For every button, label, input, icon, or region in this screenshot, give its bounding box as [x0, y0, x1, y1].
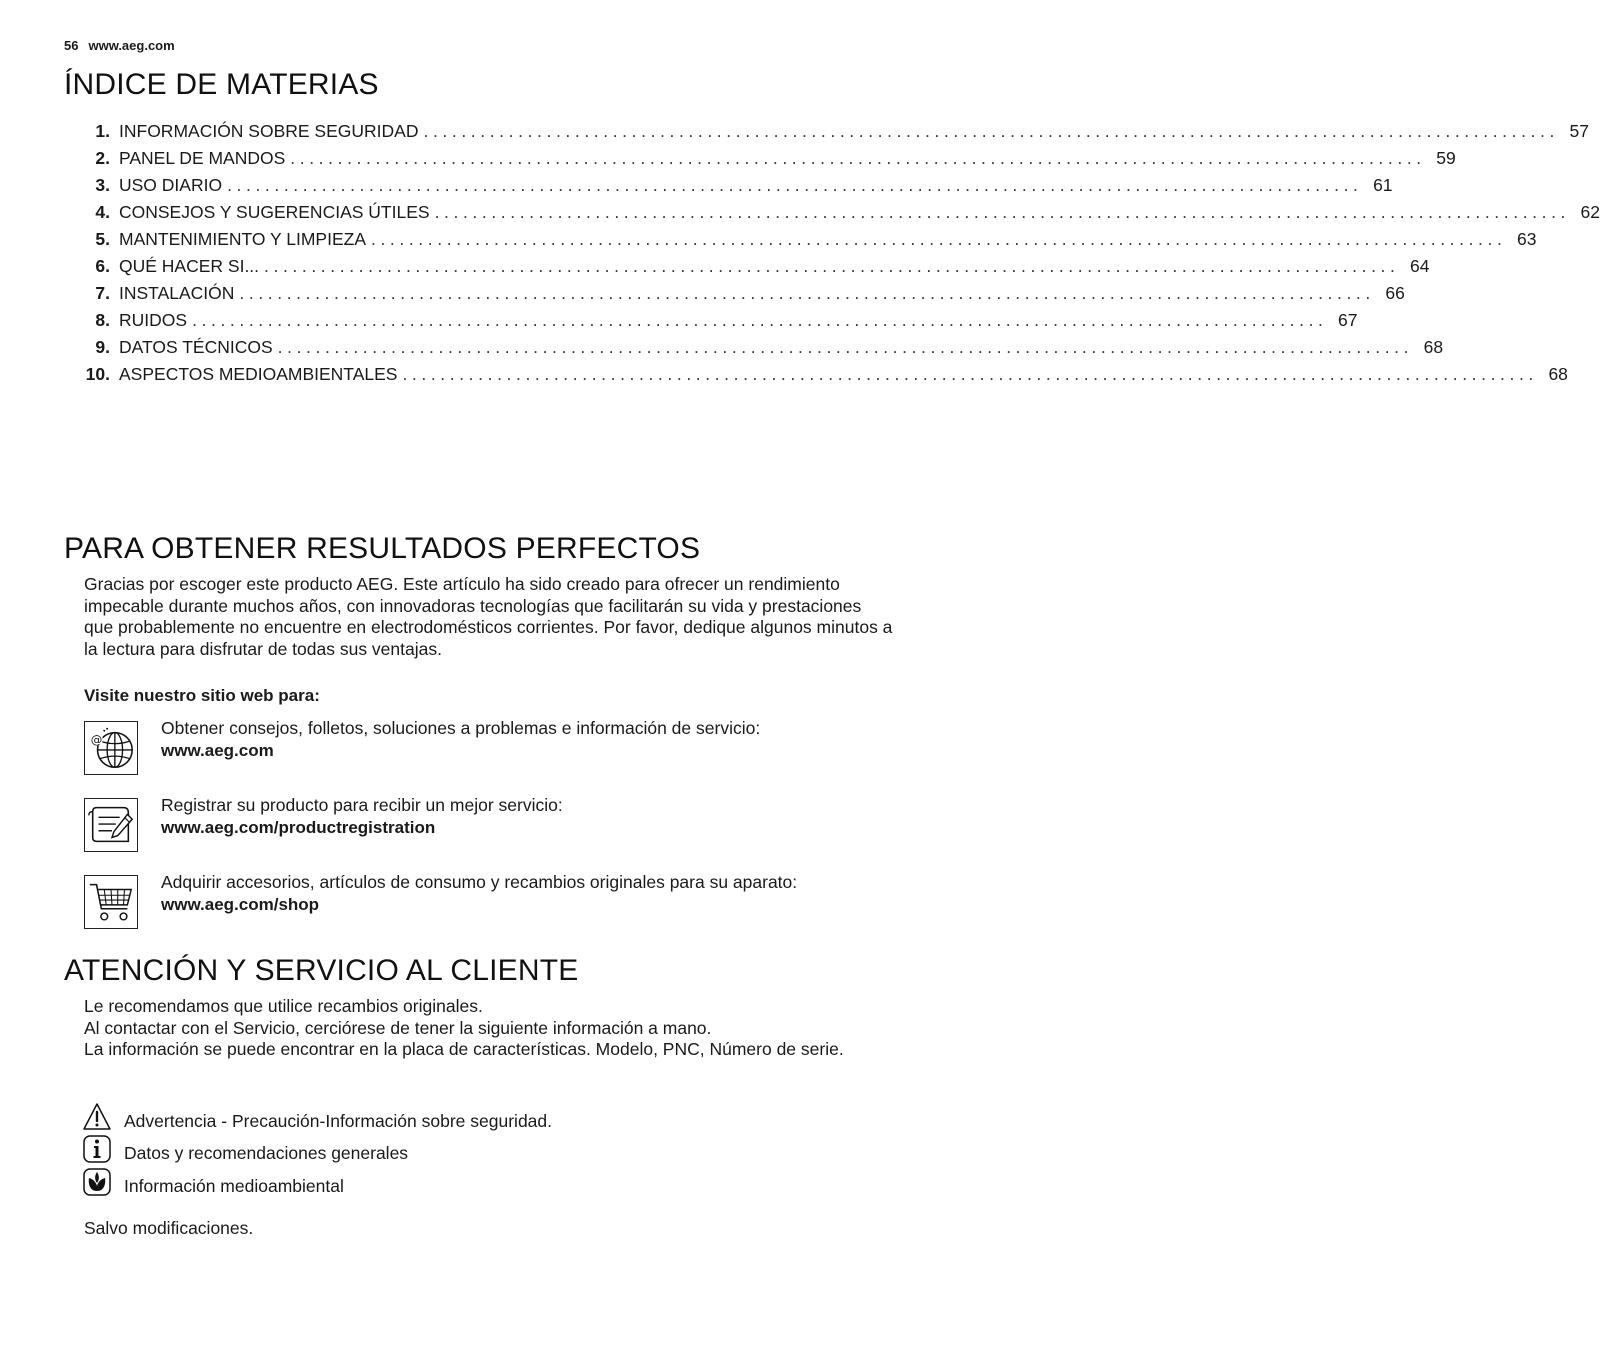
- toc-item[interactable]: [80, 229, 1537, 256]
- header-site: www.aeg.com: [88, 38, 175, 53]
- toc-leader-dots: ........................................................................................................................: [239, 283, 1375, 303]
- toc-item-text: DATOS TÉCNICOS: [119, 337, 273, 357]
- toc-title: ÍNDICE DE MATERIAS: [64, 68, 379, 101]
- toc-item-page: 66: [1385, 283, 1405, 303]
- toc-leader-dots: ........................................................................................................................: [290, 148, 1426, 168]
- toc-item-number: 6.: [95, 256, 110, 276]
- toc-leader-dots: ........................................................................................................................: [371, 229, 1507, 249]
- toc-item-number: 4.: [95, 202, 110, 222]
- website-item-text: Adquirir accesorios, artículos de consumo y recambios originales para su aparato:: [161, 872, 798, 892]
- toc-item-number: 10.: [85, 364, 110, 384]
- website-link[interactable]: www.aeg.com/productregistration: [161, 817, 436, 837]
- environment-icon: [82, 1167, 112, 1197]
- intro-paragraph: Gracias por escoger este producto AEG. Este artículo ha sido creado para ofrecer un rendimiento impecable durante muchos años, con innovadoras tecnologías que facilitarán su vida y prestaciones que probablemente no encuentre en electrodomésticos corrientes. Por favor, dedique algunos minutos a la lectura para disfrutar de todas sus ventajas.: [84, 574, 893, 659]
- svg-text:@: @: [90, 732, 103, 747]
- toc-item-text: INSTALACIÓN: [119, 283, 235, 303]
- service-section-title: ATENCIÓN Y SERVICIO AL CLIENTE: [64, 954, 579, 987]
- toc-item[interactable]: [80, 175, 1393, 202]
- website-link[interactable]: www.aeg.com: [161, 740, 274, 760]
- legend-text: Advertencia - Precaución-Información sobre seguridad.: [124, 1111, 552, 1131]
- toc-item[interactable]: [80, 310, 1358, 337]
- toc-item-text: PANEL DE MANDOS: [119, 148, 286, 168]
- toc-item-page: 67: [1338, 310, 1358, 330]
- toc-item-page: 68: [1423, 337, 1444, 357]
- website-item-support: [84, 718, 894, 777]
- legend-text: Datos y recomendaciones generales: [124, 1143, 409, 1163]
- toc-item-number: 9.: [95, 337, 110, 357]
- toc-item[interactable]: [80, 283, 1405, 310]
- results-section-title: PARA OBTENER RESULTADOS PERFECTOS: [64, 532, 701, 565]
- toc-item-text: RUIDOS: [119, 310, 188, 330]
- toc-item[interactable]: [80, 364, 1568, 391]
- toc-leader-dots: ........................................................................................................................: [227, 175, 1363, 195]
- toc-item-number: 1.: [95, 121, 110, 141]
- toc-item-number: 2.: [95, 148, 110, 168]
- toc-item[interactable]: [80, 148, 1456, 175]
- toc-item-page: 62: [1580, 202, 1600, 222]
- shopping-cart-icon: [84, 875, 138, 929]
- website-item-text: Obtener consejos, folletos, soluciones a problemas e información de servicio:: [161, 718, 761, 738]
- website-item-shop: [84, 872, 894, 931]
- page-number: 56: [64, 38, 79, 53]
- web-globe-icon: [84, 721, 138, 775]
- service-paragraph: [84, 996, 894, 1061]
- toc-item-text: ASPECTOS MEDIOAMBIENTALES: [119, 364, 398, 384]
- legend-warning: [82, 1102, 782, 1132]
- toc-item-text: INFORMACIÓN SOBRE SEGURIDAD: [119, 121, 419, 141]
- toc-leader-dots: ........................................................................................................................: [277, 337, 1414, 357]
- legend-text: Información medioambiental: [124, 1176, 344, 1196]
- toc-item-page: 57: [1569, 121, 1589, 141]
- footer-note: Salvo modificaciones.: [84, 1218, 254, 1238]
- info-icon: [82, 1134, 112, 1164]
- service-line: Al contactar con el Servicio, cerciórese de tener la siguiente información a mano.: [84, 1017, 712, 1038]
- toc-item[interactable]: [80, 121, 1589, 148]
- website-item-text: Registrar su producto para recibir un mejor servicio:: [161, 795, 563, 815]
- toc-item[interactable]: [80, 337, 1444, 364]
- toc-item-page: 61: [1373, 175, 1393, 195]
- table-of-contents: [80, 121, 1600, 391]
- toc-item-number: 7.: [95, 283, 110, 303]
- toc-item[interactable]: [80, 256, 1430, 283]
- legend-info: [82, 1134, 782, 1164]
- toc-item-page: 68: [1548, 364, 1568, 384]
- visit-website-label: Visite nuestro sitio web para:: [84, 686, 320, 705]
- toc-item-page: 59: [1436, 148, 1456, 168]
- toc-item-text: QUÉ HACER SI...: [119, 256, 260, 276]
- toc-leader-dots: ........................................................................................................................: [423, 121, 1559, 141]
- toc-leader-dots: ........................................................................................................................: [434, 202, 1571, 222]
- warning-icon: [82, 1102, 112, 1132]
- legend-environment: [82, 1167, 782, 1197]
- toc-item[interactable]: [80, 202, 1600, 229]
- website-item-registration: [84, 795, 894, 854]
- toc-leader-dots: ........................................................................................................................: [264, 256, 1400, 276]
- toc-item-text: USO DIARIO: [119, 175, 223, 195]
- toc-leader-dots: ........................................................................................................................: [192, 310, 1328, 330]
- toc-item-number: 8.: [95, 310, 110, 330]
- service-line: La información se puede encontrar en la placa de características. Modelo, PNC, Número de serie.: [84, 1039, 844, 1059]
- website-link[interactable]: www.aeg.com/shop: [161, 894, 320, 914]
- toc-item-number: 5.: [95, 229, 110, 249]
- toc-leader-dots: ........................................................................................................................: [402, 364, 1538, 384]
- product-registration-icon: [84, 798, 138, 852]
- toc-item-text: CONSEJOS Y SUGERENCIAS ÚTILES: [119, 202, 430, 222]
- service-line: Le recomendamos que utilice recambios originales.: [84, 996, 483, 1016]
- page-header: [64, 38, 175, 53]
- toc-item-page: 63: [1516, 229, 1537, 249]
- toc-item-text: MANTENIMIENTO Y LIMPIEZA: [119, 229, 366, 249]
- toc-item-number: 3.: [95, 175, 110, 195]
- toc-item-page: 64: [1410, 256, 1430, 276]
